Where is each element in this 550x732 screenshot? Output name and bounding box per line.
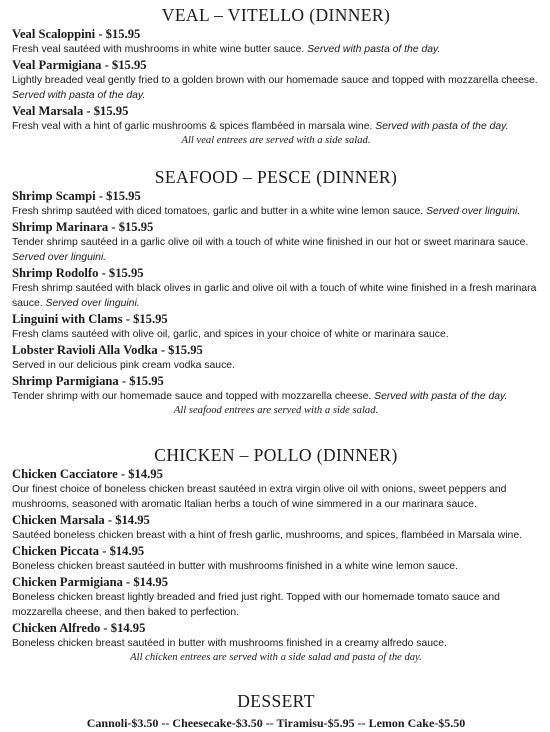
menu-item xyxy=(12,466,540,512)
veal-items xyxy=(12,26,540,134)
item-description xyxy=(12,42,540,57)
menu-item xyxy=(12,543,540,574)
item-served-with: Served over linguini. xyxy=(45,298,140,309)
seafood-note: All seafood entrees are served with a side salad. xyxy=(173,405,379,416)
item-name: Chicken Alfredo - $14.95 xyxy=(12,621,146,635)
seafood-items xyxy=(12,188,540,404)
item-served-with: Served with pasta of the day. xyxy=(375,121,509,132)
item-description: Our finest choice of boneless chicken breast sautéed in extra virgin olive oil with onions, sweet peppers and mushrooms, seasoned with aromatic Italian herbs a touch of wine simmered in a our marinara sauce. xyxy=(12,484,507,510)
dessert-section-title: DESSERT xyxy=(237,691,315,711)
item-name: Shrimp Scampi - $15.95 xyxy=(12,189,141,203)
menu-item xyxy=(12,342,540,373)
item-served-with: Served with pasta of the day. xyxy=(307,44,441,55)
item-name: Lobster Ravioli Alla Vodka - $15.95 xyxy=(12,343,203,357)
item-desc-text: Tender shrimp sautéed in a garlic olive oil with a touch of white wine finished in our hot or sweet marinara sauce. xyxy=(12,237,529,248)
item-name: Veal Scaloppini - $15.95 xyxy=(12,27,141,41)
menu-item xyxy=(12,26,540,57)
item-served-with: Served with pasta of the day. xyxy=(374,391,508,402)
item-name: Shrimp Rodolfo - $15.95 xyxy=(12,266,144,280)
menu-item xyxy=(12,512,540,543)
item-description xyxy=(12,119,540,134)
item-desc-text: Fresh shrimp sautéed with diced tomatoes, garlic and butter in a white wine lemon sauce. xyxy=(12,206,424,217)
item-name: Chicken Marsala - $14.95 xyxy=(12,513,150,527)
seafood-section-title: SEAFOOD – PESCE (DINNER) xyxy=(154,167,398,187)
item-description: Served in our delicious pink cream vodka sauce. xyxy=(12,360,235,371)
item-served-with: Served with pasta of the day. xyxy=(12,90,146,101)
veal-note: All veal entrees are served with a side salad. xyxy=(181,135,371,146)
item-desc-text: Lightly breaded veal gently fried to a golden brown with our homemade sauce and topped with mozzarella cheese. xyxy=(12,75,538,86)
item-name: Linguini with Clams - $15.95 xyxy=(12,312,168,326)
item-description: Fresh clams sautéed with olive oil, garlic, and spices in your choice of white or marinara sauce. xyxy=(12,329,449,340)
item-description xyxy=(12,389,540,404)
item-description: Boneless chicken breast sautéed in butter with mushrooms finished in a white wine lemon sauce. xyxy=(12,561,458,572)
item-name: Chicken Cacciatore - $14.95 xyxy=(12,467,163,481)
veal-section-title: VEAL – VITELLO (DINNER) xyxy=(161,5,391,25)
menu-item xyxy=(12,574,540,620)
item-name: Chicken Piccata - $14.95 xyxy=(12,544,145,558)
menu-item xyxy=(12,103,540,134)
item-name: Shrimp Marinara - $15.95 xyxy=(12,220,154,234)
item-name: Chicken Parmigiana - $14.95 xyxy=(12,575,169,589)
item-served-with: Served over linguini. xyxy=(12,252,107,263)
chicken-section-title: CHICKEN – POLLO (DINNER) xyxy=(154,445,398,465)
item-name: Veal Parmigiana - $15.95 xyxy=(12,58,147,72)
menu-item xyxy=(12,311,540,342)
menu-item xyxy=(12,265,540,311)
chicken-note: All chicken entrees are served with a side salad and pasta of the day. xyxy=(130,652,422,663)
menu-item xyxy=(12,620,540,651)
item-served-with: Served over linguini. xyxy=(426,206,521,217)
item-description xyxy=(12,281,540,311)
item-name: Shrimp Parmigiana - $15.95 xyxy=(12,374,164,388)
menu-item xyxy=(12,219,540,265)
item-description xyxy=(12,235,540,265)
item-name: Veal Marsala - $15.95 xyxy=(12,104,129,118)
item-desc-text: Fresh veal sautéed with mushrooms in white wine butter sauce. xyxy=(12,44,305,55)
item-desc-text: Fresh shrimp sautéed with black olives in garlic and olive oil with a touch of white wine finished in a fresh marinara sauce. xyxy=(12,283,537,309)
dessert-items: Cannoli-$3.50 -- Cheesecake-$3.50 -- Tiramisu-$5.95 -- Lemon Cake-$5.50 xyxy=(86,716,466,730)
item-description xyxy=(12,73,540,103)
item-description xyxy=(12,204,540,219)
item-description: Sautéed boneless chicken breast with a hint of fresh garlic, mushrooms, and spices, flambéed in Marsala wine. xyxy=(12,530,522,541)
item-description: Boneless chicken breast lightly breaded and fried just right. Topped with our homemade tomato sauce and mozzarella cheese, and then baked to perfection. xyxy=(12,592,500,618)
menu-item xyxy=(12,57,540,103)
chicken-items xyxy=(12,466,540,651)
item-description: Boneless chicken breast sautéed in butter with mushrooms finished in a creamy alfredo sauce. xyxy=(12,638,447,649)
item-desc-text: Fresh veal with a hint of garlic mushrooms & spices flambéed in marsala wine. xyxy=(12,121,373,132)
item-desc-text: Tender shrimp with our homemade sauce and topped with mozzarella cheese. xyxy=(12,391,372,402)
menu-item xyxy=(12,188,540,219)
menu-item xyxy=(12,373,540,404)
